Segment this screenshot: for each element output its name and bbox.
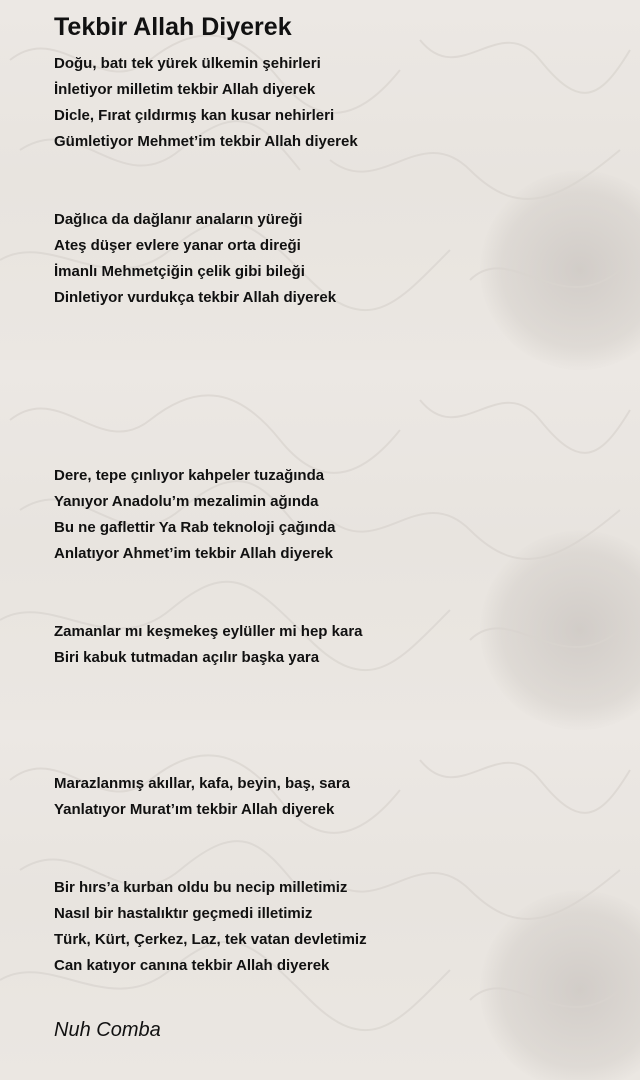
poem-line: Dağlıca da dağlanır anaların yüreği [54, 211, 303, 228]
stanza-1 [54, 51, 358, 155]
poem-line: Bir hırs’a kurban oldu bu necip milletimiz [54, 879, 348, 896]
poem-line: Biri kabuk tutmadan açılır başka yara [54, 649, 320, 666]
poem-line: Marazlanmış akıllar, kafa, beyin, baş, sara [54, 775, 350, 792]
poem-line: Doğu, batı tek yürek ülkemin şehirleri [54, 55, 321, 72]
poem-line: İnletiyor milletim tekbir Allah diyerek [54, 81, 316, 98]
stanza-4 [54, 619, 363, 671]
poem-line: Türk, Kürt, Çerkez, Laz, tek vatan devletimiz [54, 931, 367, 948]
poem-line: Dere, tepe çınlıyor kahpeler tuzağında [54, 467, 325, 484]
stanza-6 [54, 875, 367, 979]
poem-line: Dicle, Fırat çıldırmış kan kusar nehirleri [54, 107, 335, 124]
poem-line: Bu ne gaflettir Ya Rab teknoloji çağında [54, 519, 336, 536]
poem-line: Zamanlar mı keşmekeş eylüller mi hep kara [54, 623, 363, 640]
poem-line: Gümletiyor Mehmet’im tekbir Allah diyerek [54, 133, 358, 150]
poem-line: Yanıyor Anadolu’m mezalimin ağında [54, 493, 319, 510]
poem-line: Anlatıyor Ahmet’im tekbir Allah diyerek [54, 545, 333, 562]
poem-title: Tekbir Allah Diyerek [54, 13, 292, 41]
poem-line: İmanlı Mehmetçiğin çelik gibi bileği [54, 263, 305, 280]
poem-line: Yanlatıyor Murat’ım tekbir Allah diyerek [54, 801, 335, 818]
poem-line: Dinletiyor vurdukça tekbir Allah diyerek [54, 289, 337, 306]
stanza-5 [54, 771, 350, 823]
poem-line: Ateş düşer evlere yanar orta direği [54, 237, 301, 254]
poem-author: Nuh Comba [54, 1019, 161, 1041]
poem-line: Can katıyor canına tekbir Allah diyerek [54, 957, 330, 974]
stanza-2 [54, 207, 336, 311]
poem-line: Nasıl bir hastalıktır geçmedi illetimiz [54, 905, 313, 922]
stanza-3 [54, 463, 335, 567]
